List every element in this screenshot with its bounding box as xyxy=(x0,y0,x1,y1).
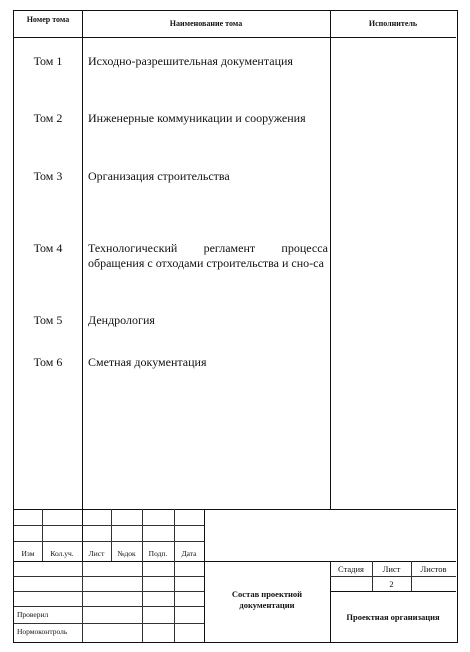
volume-number: Том 6 xyxy=(33,355,63,369)
volume-title: Организация строительства xyxy=(88,169,230,183)
stamp-grid xyxy=(204,509,205,642)
organization-name: Проектная организация xyxy=(346,612,440,622)
stamp-grid xyxy=(14,623,204,624)
stamp-grid xyxy=(82,561,83,642)
stamp-grid xyxy=(330,576,456,577)
stage-label: Стадия xyxy=(338,564,364,574)
sheets-label: Листов xyxy=(420,564,447,574)
volume-title: Инженерные коммуникации и сооружения xyxy=(88,111,306,125)
stamp-col-label: Дата xyxy=(181,549,197,558)
volume-title: Дендрология xyxy=(88,313,155,327)
stamp-grid xyxy=(14,606,204,607)
normcontrol-label: Нормоконтроль xyxy=(17,627,68,636)
volume-title: Сметная документация xyxy=(88,355,207,369)
stamp-grid xyxy=(14,576,204,577)
stamp-col-label: Кол.уч. xyxy=(50,549,74,558)
column-divider xyxy=(330,11,331,509)
stamp-col-label: Изм xyxy=(21,549,35,558)
stamp-col-label: Лист xyxy=(88,549,105,558)
column-divider xyxy=(82,11,83,509)
sheet-label: Лист xyxy=(382,564,401,574)
volume-number: Том 3 xyxy=(33,169,63,183)
document-title: Состав проектной документации xyxy=(231,589,303,610)
volume-number: Том 2 xyxy=(33,111,63,125)
stamp-grid xyxy=(14,591,204,592)
volume-title: Исходно-разрешительная документация xyxy=(88,54,293,68)
checked-label: Проверил xyxy=(17,610,49,619)
stamp-grid xyxy=(142,561,143,642)
header-executor: Исполнитель xyxy=(368,19,418,28)
volume-number: Том 4 xyxy=(33,241,63,255)
volume-number: Том 5 xyxy=(33,313,63,327)
header-name: Наименование тома xyxy=(169,19,243,28)
header-divider xyxy=(14,37,456,38)
stamp-grid xyxy=(174,561,175,642)
stamp-top-border xyxy=(14,509,456,510)
volume-number: Том 1 xyxy=(33,54,63,68)
document-sheet xyxy=(13,10,458,643)
stamp-grid xyxy=(14,561,456,562)
stamp-col-label: №док xyxy=(117,549,136,558)
stamp-col-label: Подп. xyxy=(148,549,168,558)
stamp-grid xyxy=(330,591,456,592)
sheet-value: 2 xyxy=(389,579,394,589)
header-number: Номер тома xyxy=(26,15,70,24)
volume-title: Технологический регламент процесса обращения с отходами строительства и сно-са xyxy=(88,241,328,270)
stamp-grid xyxy=(14,525,204,526)
stamp-grid xyxy=(14,541,204,542)
